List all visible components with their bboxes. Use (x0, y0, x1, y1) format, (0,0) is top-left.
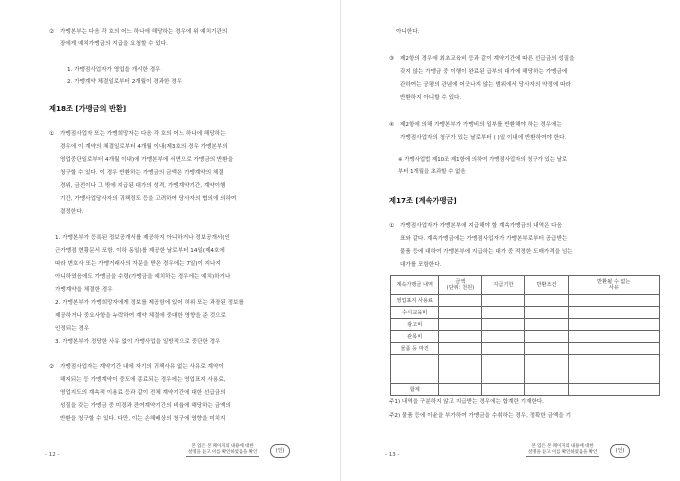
legal-note-line: 부터 1개월을 초과할 수 없음 (398, 169, 466, 175)
table-header-cell: 금액 (단위: 천원) (439, 276, 482, 295)
table-row (391, 355, 660, 384)
p17-line: 표와 같다. 계속가맹금에는 가맹점사업자가 가맹본부로부터 공급받는 (400, 236, 568, 242)
list-line: 2. 가맹본부가 가맹희망자에게 정보를 제공함에 있어 허위 또는 과장된 정보를 (55, 300, 244, 306)
list-line: 인정되는 경우 (55, 326, 90, 332)
confirmation-stamp (186, 444, 259, 457)
table-row-label: 수시교육비 (391, 307, 439, 319)
p17-item-marker: ① (389, 223, 395, 229)
p4-line: 가맹점사업자의 청구가 있는 날로부터 ( )일 이내에 반환하여야 한다. (400, 135, 567, 141)
list-line: 제공하거나 중요사항을 누락하여 계약 체결에 중대한 영향을 준 것으로 (55, 313, 226, 319)
para1-line: 결정한다. (60, 209, 84, 215)
p4-item-marker: ④ (389, 122, 395, 128)
para1-line: 가맹점사업자 또는 가맹희망자는 다음 각 호의 어느 하나에 해당하는 (60, 131, 226, 137)
para2-line: 해지되는 등 가맹계약이 중도에 종료되는 경우에는 영업표지 사용료, (60, 377, 226, 383)
table-cell (482, 295, 525, 307)
footnote: 주1) 내역을 구분하지 않고 지급받는 경우에는 합계란 기재한다. (389, 399, 545, 405)
intro-sub-item: 2. 가맹계약 체결일로부터 2개월이 경과한 경우 (67, 79, 183, 85)
intro-sub-item: 1. 가맹점사업자가 영업을 개시한 경우 (67, 67, 161, 73)
section-17-title: 제17조 [계속가맹금] (389, 196, 457, 205)
table-cell (525, 343, 568, 355)
p17-line: 가맹점사업자가 가맹본부에 지급해야 할 계속가맹금의 내역은 다음 (400, 223, 562, 229)
intro-item-marker: ② (49, 29, 55, 35)
intro-line: 가맹본부는 다음 각 호의 어느 하나에 해당하는 경우에 위 예치기관의 (60, 29, 228, 35)
list-line: 3. 가맹본부가 정당한 사유 없이 가맹사업을 일방적으로 중단한 경우 (55, 339, 221, 345)
table-row-label: 합계 (391, 384, 439, 396)
table-cell (568, 307, 660, 319)
table-cell (525, 355, 568, 384)
para1-line: 기간, 가맹사업당사자의 귀책정도 등을 고려하여 당사자의 협의에 의하여 (60, 196, 237, 202)
para1-item-marker: ① (49, 131, 55, 137)
list-line: 1. 가맹본부가 등록된 정보공개서를 제공하지 아니하거나 정보공개서(인 (55, 235, 230, 241)
para2-line: 성질을 갖는 가맹금 중 미경과 잔여계약기간의 비율에 해당하는 금액의 (60, 403, 231, 409)
p3-line: 제2항의 경우에 최초교육비 등과 같이 계약기간에 따른 선급금의 성질을 (400, 56, 575, 62)
stamp-line: 본 업은 본 페이지의 내용에 대한 (531, 444, 594, 449)
table-total-row (391, 384, 660, 396)
table-row-label: 물품 등 마진 (391, 343, 439, 355)
table-cell (482, 384, 525, 396)
table-cell (439, 295, 482, 307)
para1-line: 경위, 금전이나 그 밖에 지급된 대가의 성격, 가맹계약기간, 계약이행 (60, 183, 226, 189)
page-number: - 12 - (45, 452, 60, 458)
footnote: 주2) 물품 등에 이윤을 부가하여 가맹금을 수취하는 경우, 정확한 금액을 기 (389, 413, 572, 419)
table-cell (439, 307, 482, 319)
table-row (391, 331, 660, 343)
table-cell (568, 331, 660, 343)
table-cell (525, 295, 568, 307)
list-line: 가맹계약을 체결한 경우 (55, 287, 113, 293)
table-cell (525, 331, 568, 343)
confirmation-stamp (526, 444, 599, 457)
table-cell (439, 384, 482, 396)
table-cell (482, 355, 525, 384)
stamp-line: 본 업은 본 페이지의 내용에 대한 (191, 444, 254, 449)
table-row (391, 343, 660, 355)
table-cell (482, 331, 525, 343)
p3-line: 갖지 않는 가맹금 중 이행이 완료된 급부의 대가에 해당하는 가맹금에 (400, 69, 568, 75)
page-number: - 13 - (385, 452, 400, 458)
table-cell (525, 384, 568, 396)
table-cell (439, 343, 482, 355)
table-cell (439, 355, 482, 384)
table-cell (525, 319, 568, 331)
table-row-label: 영업표지 사용료 (391, 295, 439, 307)
table-cell (568, 355, 660, 384)
seal-mark: (인) (610, 444, 630, 458)
table-cell (482, 343, 525, 355)
p17-line: 물품 등에 대하여 가맹본부에 지급하는 대가 중 적정한 도매가격을 넘는 (400, 249, 573, 255)
continuing-fee-table (390, 275, 660, 396)
para1-line: 청구할 수 있다. 이 경우 반환하는 가맹금의 금액은 가맹계약의 체결 (60, 170, 224, 176)
table-cell (525, 307, 568, 319)
para2-line: 영업지도의 계속적 이용료 등과 같이 전체 계약기간에 대한 선급금의 (60, 390, 226, 396)
page-right (340, 0, 680, 481)
table-row-label: 광고비 (391, 319, 439, 331)
table-row (391, 307, 660, 319)
table-cell (482, 319, 525, 331)
p3-item-marker: ③ (389, 56, 395, 62)
table-cell (568, 319, 660, 331)
table-row-label: 관목비 (391, 331, 439, 343)
para2-line: 가맹점사업자는 계약기간 내에 자기의 귀책사유 없는 사유로 계약이 (60, 364, 224, 370)
table-header-cell: 반환조건 (525, 276, 568, 295)
continuation-line: 아니한다. (396, 29, 420, 35)
p17-line: 대가를 포함한다. (400, 262, 442, 268)
p3-line: 반환하지 아니할 수 있다. (400, 95, 462, 101)
table-cell (568, 295, 660, 307)
para2-line: 반환을 청구할 수 있다. 다만, 이는 손해배상의 청구에 영향을 미치지 (60, 416, 226, 422)
table-row (391, 295, 660, 307)
list-line: 아니하였음에도 가맹금을 수령(가맹금을 예치하는 경우에는 예치)하거나 (55, 274, 231, 280)
para1-line: 경우에 이 계약의 체결일로부터 4개월 이내(제3호의 경우 가맹본부의 (60, 144, 228, 150)
section-18-title: 제18조 [가맹금의 반환] (49, 104, 127, 113)
table-cell (568, 384, 660, 396)
table-header-row (391, 276, 660, 295)
para2-item-marker: ② (49, 364, 55, 370)
table-header-cell: 지급기한 (482, 276, 525, 295)
table-cell (439, 319, 482, 331)
para1-line: 영업중단일로부터 4개월 이내)에 가맹본부에 서면으로 가맹금의 반환을 (60, 157, 234, 163)
table-header-cell: 계속가맹금 내역 (391, 276, 439, 295)
list-line: 근가맹점 현황문서 포함. 이하 동일)를 제공한 날로부터 14일(제4호에 (55, 248, 225, 254)
seal-mark: (인) (270, 444, 290, 458)
p4-line: 제2항에 의해 가맹본부가 가맹비의 일부를 반환해야 하는 경우에는 (400, 122, 562, 128)
stamp-line: 설명을 듣고 이를 확인하였음을 확인 (188, 450, 258, 455)
table-cell (439, 331, 482, 343)
table-row (391, 319, 660, 331)
table-header-cell: 반환될 수 없는 사유 (568, 276, 660, 295)
intro-line: 장에게 예치가맹금의 지급을 요청할 수 있다. (60, 41, 168, 47)
p3-line: 관하여는 공평의 관념에 어긋나지 않는 범위에서 당사자의 약정에 따라 (400, 82, 571, 88)
table-row-label (391, 355, 439, 384)
stamp-line: 설명을 듣고 이를 확인하였음을 확인 (528, 450, 598, 455)
table-cell (568, 343, 660, 355)
table-cell (482, 307, 525, 319)
legal-note-line: ※ 가맹사업법 제10조 제1항에 의하여 가맹점사업자의 청구가 있는 날로 (398, 157, 568, 163)
list-line: 따라 변호사 또는 가맹거래사의 자문을 받은 경우에는 7일)이 지나지 (55, 261, 221, 267)
